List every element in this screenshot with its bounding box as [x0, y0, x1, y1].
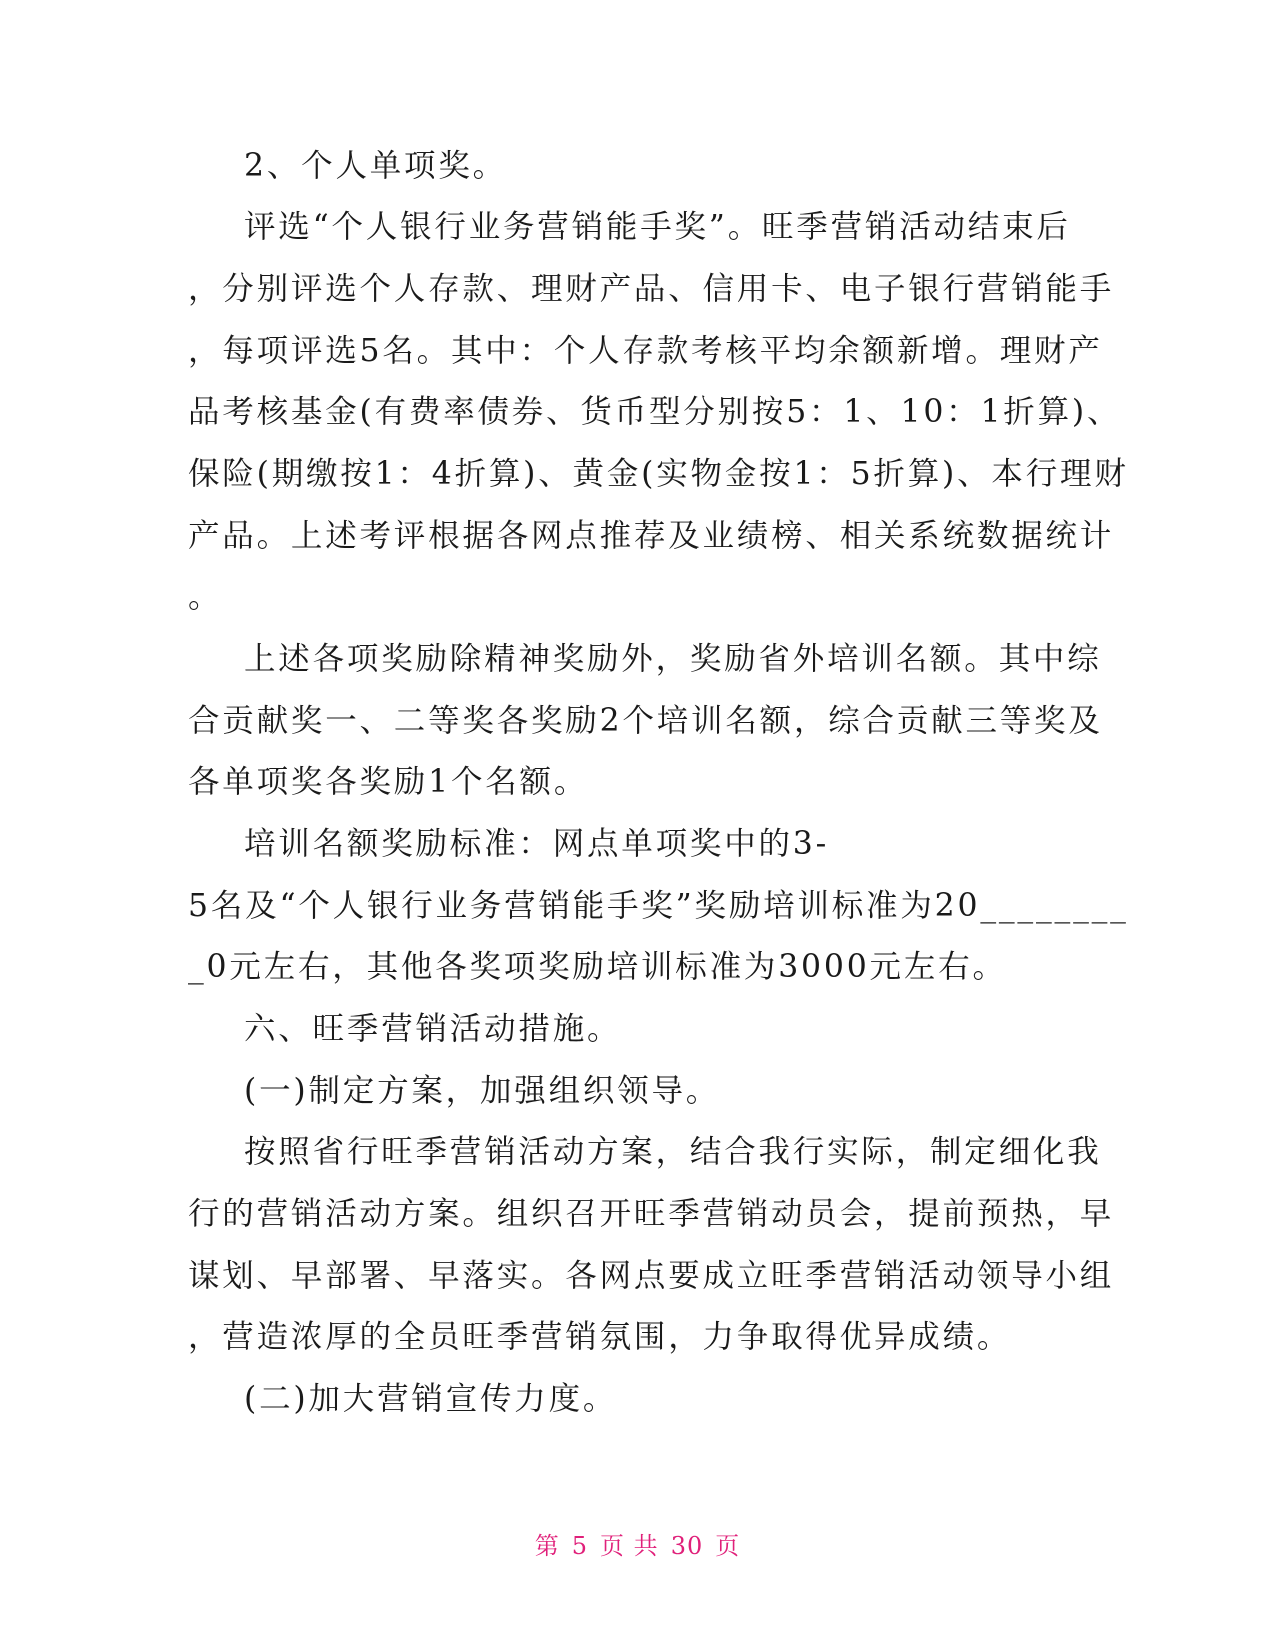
subsection-heading: (二)加大营销宣传力度。: [244, 1381, 618, 1417]
text-line: 2、个人单项奖。: [244, 148, 507, 184]
footer-suffix: 页: [715, 1532, 741, 1560]
text-line: 培训名额奖励标准：网点单项奖中的3-: [244, 826, 830, 862]
text-line: 行的营销活动方案。组织召开旺季营销动员会，提前预热，早: [188, 1196, 1115, 1232]
text-line: ，每项评选5名。其中：个人存款考核平均余额新增。理财产: [188, 333, 1103, 369]
subsection-heading: (一)制定方案，加强组织领导。: [244, 1073, 721, 1109]
text-line: _0元左右，其他各奖项奖励培训标准为3000元左右。: [188, 949, 1007, 985]
text-line: ，分别评选个人存款、理财产品、信用卡、电子银行营销能手: [188, 271, 1115, 307]
section-heading: 六、旺季营销活动措施。: [244, 1011, 622, 1047]
text-line: 品考核基金(有费率债券、货币型分别按5：1、10：1折算)、: [188, 394, 1122, 430]
text-line: 保险(期缴按1：4折算)、黄金(实物金按1：5折算)、本行理财: [188, 456, 1129, 492]
text-line: 。: [188, 579, 223, 615]
text-line: 评选“个人银行业务营销能手奖”。旺季营销活动结束后: [244, 209, 1071, 245]
text-line: 5名及“个人银行业务营销能手奖”奖励培训标准为20________: [188, 888, 1129, 924]
text-line: 产品。上述考评根据各网点推荐及业绩榜、相关系统数据统计: [188, 518, 1115, 554]
text-line: 按照省行旺季营销活动方案，结合我行实际，制定细化我: [244, 1134, 1102, 1170]
text-line: ，营造浓厚的全员旺季营销氛围，力争取得优异成绩。: [188, 1319, 1012, 1355]
current-page-number: 5: [571, 1532, 589, 1560]
total-pages: 30: [670, 1532, 704, 1560]
text-line: 上述各项奖励除精神奖励外，奖励省外培训名额。其中综: [244, 641, 1102, 677]
text-line: 合贡献奖一、二等奖各奖励2个培训名额，综合贡献三等奖及: [188, 703, 1103, 739]
page-footer: [0, 1530, 1275, 1562]
footer-prefix: 第: [534, 1532, 560, 1560]
text-line: 各单项奖各奖励1个名额。: [188, 764, 589, 800]
text-line: 谋划、早部署、早落实。各网点要成立旺季营销活动领导小组: [188, 1258, 1115, 1294]
footer-middle: 页 共: [600, 1532, 659, 1560]
